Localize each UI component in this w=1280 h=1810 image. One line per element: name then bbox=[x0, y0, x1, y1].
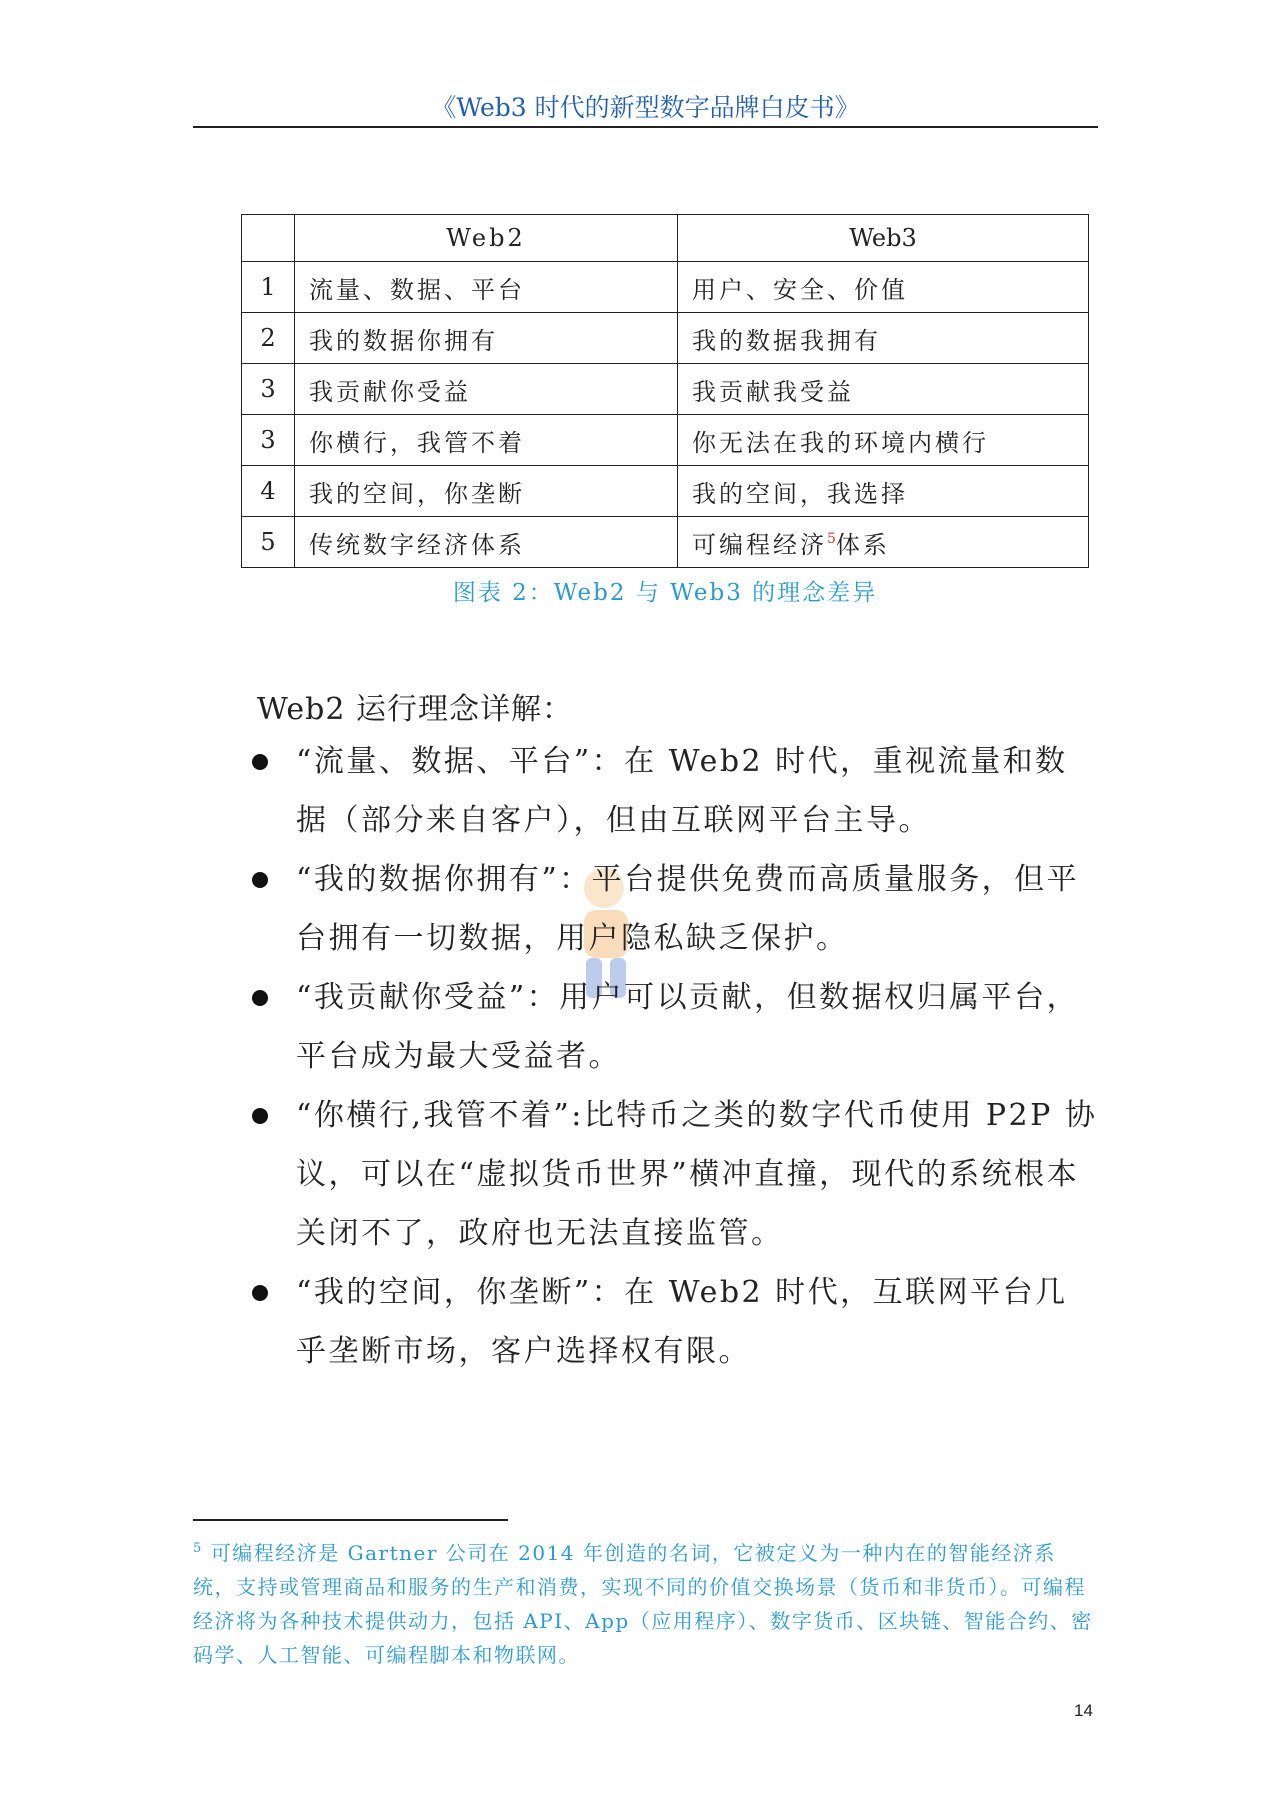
row-number: 5 bbox=[242, 517, 295, 568]
web2-cell: 我贡献你受益 bbox=[295, 364, 678, 415]
footnote-reference[interactable]: 5 bbox=[827, 530, 836, 547]
web3-cell bbox=[678, 517, 1089, 568]
bullet-icon bbox=[252, 1285, 268, 1301]
comparison-table bbox=[241, 214, 1089, 568]
web3-cell: 你无法在我的环境内横行 bbox=[678, 415, 1089, 466]
list-item bbox=[248, 1263, 1098, 1381]
header-title: 《Web3 时代的新型数字品牌白皮书》 bbox=[431, 93, 860, 122]
web2-cell: 我的空间，你垄断 bbox=[295, 466, 678, 517]
web3-cell: 我的数据我拥有 bbox=[678, 313, 1089, 364]
footnote bbox=[193, 1532, 1098, 1672]
web2-cell: 我的数据你拥有 bbox=[295, 313, 678, 364]
web3-cell: 我的空间，我选择 bbox=[678, 466, 1089, 517]
list-item bbox=[248, 1086, 1098, 1263]
bullet-list bbox=[248, 732, 1098, 1381]
row-number: 3 bbox=[242, 415, 295, 466]
row-number: 4 bbox=[242, 466, 295, 517]
table-row bbox=[242, 415, 1089, 466]
web3-cell: 用户、安全、价值 bbox=[678, 262, 1089, 313]
web2-cell: 你横行，我管不着 bbox=[295, 415, 678, 466]
table-row bbox=[242, 313, 1089, 364]
bullet-text: “我贡献你受益”：用户可以贡献，但数据权归属平台，平台成为最大受益者。 bbox=[296, 980, 1080, 1074]
list-item bbox=[248, 850, 1098, 968]
section-heading: Web2 运行理念详解： bbox=[257, 692, 573, 727]
web3-cell-text-suffix: 体系 bbox=[835, 530, 890, 559]
header-rule bbox=[193, 126, 1098, 128]
bullet-text: “流量、数据、平台”：在 Web2 时代，重视流量和数据（部分来自客户），但由互联网平台主导。 bbox=[296, 744, 1068, 838]
page-number: 14 bbox=[1074, 1701, 1093, 1720]
bullet-icon bbox=[252, 990, 268, 1006]
table-header-row bbox=[242, 215, 1089, 262]
table-row bbox=[242, 364, 1089, 415]
bullet-text: “你横行,我管不着”:比特币之类的数字代币使用 P2P 协议，可以在“虚拟货币世界”横冲直撞，现代的系统根本关闭不了，政府也无法直接监管。 bbox=[296, 1098, 1098, 1251]
table-row bbox=[242, 466, 1089, 517]
table-header-web2: Web2 bbox=[295, 215, 678, 262]
table-header-num bbox=[242, 215, 295, 262]
bullet-text: “我的空间，你垄断”：在 Web2 时代，互联网平台几乎垄断市场，客户选择权有限。 bbox=[296, 1275, 1068, 1369]
bullet-icon bbox=[252, 872, 268, 888]
table-row bbox=[242, 517, 1089, 568]
list-item bbox=[248, 968, 1098, 1086]
web3-cell-text: 可编程经济 bbox=[692, 530, 827, 559]
list-item bbox=[248, 732, 1098, 850]
web2-cell: 流量、数据、平台 bbox=[295, 262, 678, 313]
footnote-text: 可编程经济是 Gartner 公司在 2014 年创造的名词，它被定义为一种内在的智能经济系统，支持或管理商品和服务的生产和消费，实现不同的价值交换场景（货币和非货币）。可编程经济将为各种技术提供动力，包括 API、App（应用程序）、数字货币、区块链、智能合约、密码学、人工智能、可编程脚本和物联网。 bbox=[193, 1541, 1093, 1667]
bullet-text: “我的数据你拥有”：平台提供免费而高质量服务，但平台拥有一切数据，用户隐私缺乏保护。 bbox=[296, 862, 1080, 956]
row-number: 1 bbox=[242, 262, 295, 313]
row-number: 2 bbox=[242, 313, 295, 364]
table-caption: 图表 2：Web2 与 Web3 的理念差异 bbox=[452, 580, 878, 606]
footnote-number: 5 bbox=[193, 1541, 203, 1556]
web2-cell: 传统数字经济体系 bbox=[295, 517, 678, 568]
web3-cell: 我贡献我受益 bbox=[678, 364, 1089, 415]
table-row bbox=[242, 262, 1089, 313]
row-number: 3 bbox=[242, 364, 295, 415]
table-header-web3: Web3 bbox=[678, 215, 1089, 262]
bullet-icon bbox=[252, 1108, 268, 1124]
footnote-rule bbox=[193, 1519, 508, 1521]
bullet-icon bbox=[252, 754, 268, 770]
